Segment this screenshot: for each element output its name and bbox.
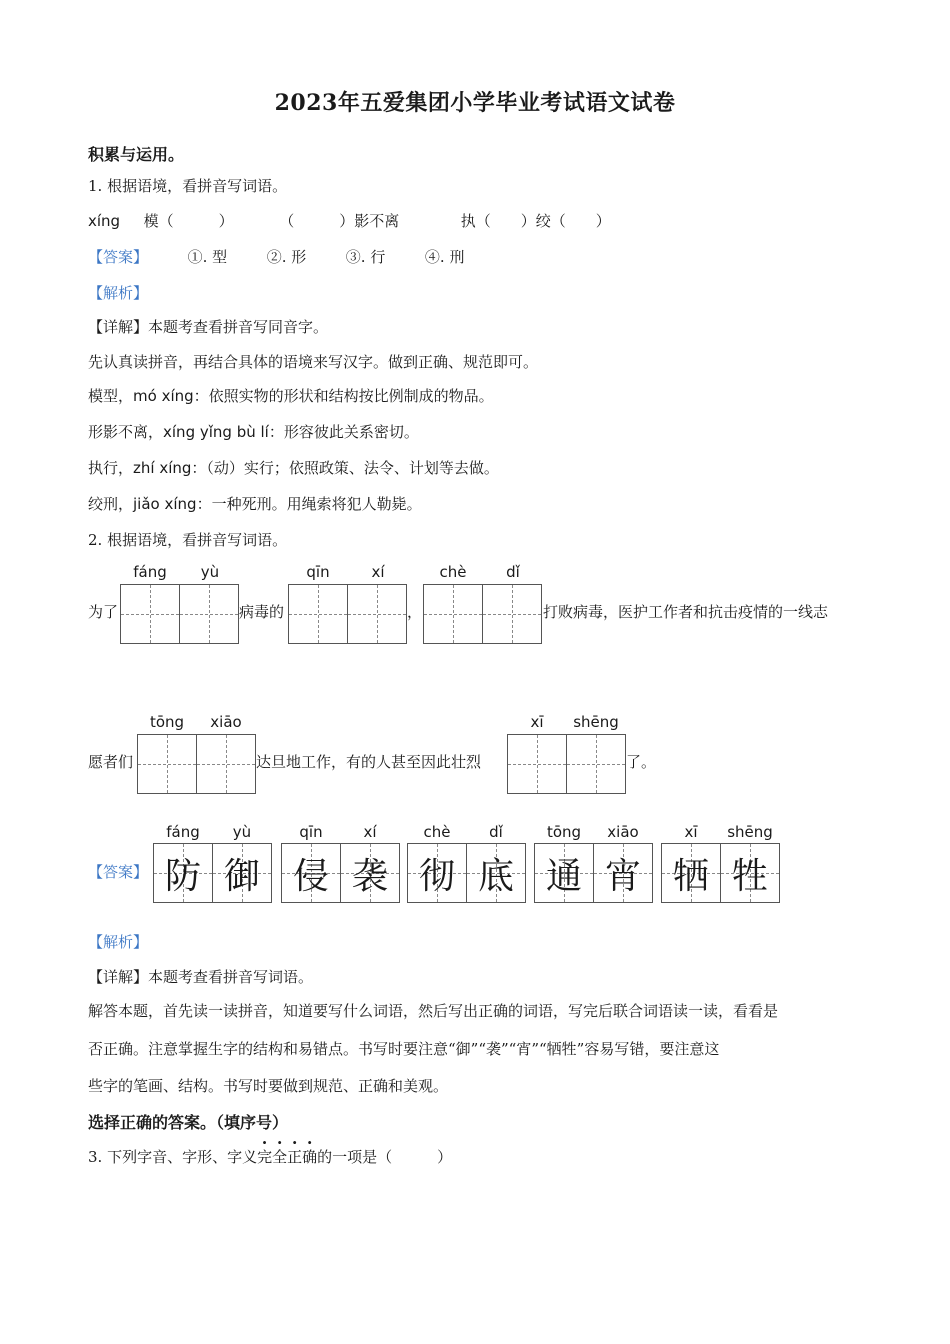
tianzige-box[interactable] (566, 734, 626, 794)
q1-answer-3: ③. 行 (345, 248, 386, 266)
tianzige-box[interactable] (120, 584, 180, 644)
pinyin-label: fáng (166, 823, 200, 841)
answer-char: 宵 (604, 855, 641, 897)
answer-char: 底 (477, 855, 514, 897)
q2-text-1: 为了 (88, 603, 119, 621)
analysis-label: 【解析】 (88, 284, 149, 302)
q2-stem: 2. 根据语境，看拼音写词语。 (88, 531, 288, 549)
pinyin-label: xí (371, 563, 385, 581)
answer-box (407, 843, 467, 903)
emphasis-char: 确 (302, 1148, 318, 1166)
answer-box (466, 843, 526, 903)
answer-char: 防 (164, 855, 201, 897)
pinyin-label: fáng (133, 563, 167, 581)
q1-answer-2: ②. 形 (266, 248, 307, 266)
q2-text-2: 病毒的 (239, 603, 285, 621)
emphasis-char: 全 (272, 1148, 288, 1166)
q2-paragraph-3: 些字的笔画、结构。书写时要做到规范、正确和美观。 (88, 1077, 449, 1095)
pinyin-label: qīn (299, 823, 323, 841)
answer-char: 袭 (351, 855, 388, 897)
tianzige-box[interactable] (507, 734, 567, 794)
answer-box (212, 843, 272, 903)
q1-detail: 【详解】本题考查看拼音写同音字。 (88, 318, 329, 336)
answer-box (661, 843, 721, 903)
pinyin-label: shēng (727, 823, 773, 841)
q1-answer-line (88, 247, 464, 267)
answer-box (281, 843, 341, 903)
answer-box (593, 843, 653, 903)
q2-text-3: ， (407, 603, 423, 621)
answer-box (153, 843, 213, 903)
q1-blank-1: 模（ ） (143, 212, 234, 230)
q1-explain-3: 执行，zhí xíng：（动）实行；依照政策、法令、计划等去做。 (88, 459, 499, 477)
answer-box (340, 843, 400, 903)
pinyin-label: tōng (546, 823, 582, 841)
pinyin-label: chè (423, 823, 451, 841)
q1-pinyin: xíng (88, 212, 121, 230)
answer-label: 【答案】 (88, 863, 149, 881)
q1-answer-4: ④. 刑 (424, 248, 465, 266)
answer-char: 通 (545, 855, 582, 897)
q2-detail: 【详解】本题考查看拼音写词语。 (88, 968, 314, 986)
pinyin-label: xiāo (607, 823, 639, 841)
tianzige-box[interactable] (179, 584, 239, 644)
q1-stem: 1. 根据语境，看拼音写词语。 (88, 177, 288, 195)
pinyin-label: dǐ (506, 563, 520, 581)
q1-prompt-line (88, 211, 611, 231)
answer-box (534, 843, 594, 903)
tianzige-box[interactable] (482, 584, 542, 644)
q1-explain-1: 模型，mó xíng：依照实物的形状和结构按比例制成的物品。 (88, 387, 494, 405)
answer-char: 侵 (292, 855, 329, 897)
answer-char: 牲 (731, 855, 768, 897)
section-heading-2: 选择正确的答案。（填序号） (88, 1113, 289, 1132)
emphasis-char: 完 (257, 1148, 273, 1166)
pinyin-label: qīn (306, 563, 330, 581)
q1-blank-3: 执（ ）绞（ ） (460, 212, 611, 230)
q2-paragraph-1: 解答本题，首先读一读拼音，知道要写什么词语，然后写出正确的词语，写完后联合词语读一读，看看是 (88, 1002, 779, 1020)
answer-char: 牺 (672, 855, 709, 897)
tianzige-box[interactable] (288, 584, 348, 644)
q2-text-7: 了。 (626, 753, 657, 771)
q1-paragraph: 先认真读拼音，再结合具体的语境来写汉字。做到正确、规范即可。 (88, 353, 539, 371)
q1-blank-2: （ ）影不离 (279, 212, 400, 230)
pinyin-label: shēng (573, 713, 619, 731)
q2-text-5: 愿者们 (88, 753, 134, 771)
pinyin-label: tōng (149, 713, 185, 731)
pinyin-label: dǐ (489, 823, 503, 841)
answer-label: 【答案】 (88, 248, 149, 266)
section-heading-1: 积累与运用。 (88, 145, 185, 164)
answer-char: 彻 (418, 855, 455, 897)
q1-explain-4: 绞刑，jiǎo xíng：一种死刑。用绳索将犯人勒毙。 (88, 495, 422, 513)
pinyin-label: xī (530, 713, 544, 731)
answer-box (720, 843, 780, 903)
emphasis-char: 正 (287, 1148, 303, 1166)
q2-text-6: 达旦地工作，有的人甚至因此壮烈 (256, 753, 482, 771)
tianzige-box[interactable] (196, 734, 256, 794)
tianzige-box[interactable] (347, 584, 407, 644)
pinyin-label: yù (200, 563, 220, 581)
pinyin-label: chè (439, 563, 467, 581)
q3-stem: 3. 下列字音、字形、字义完全正确的一项是（ ） (88, 1148, 453, 1166)
q1-answer-1: ①. 型 (187, 248, 228, 266)
pinyin-label: xí (363, 823, 377, 841)
pinyin-label: xiāo (210, 713, 242, 731)
q1-explain-2: 形影不离，xíng yǐng bù lí：形容彼此关系密切。 (88, 423, 419, 441)
tianzige-box[interactable] (423, 584, 483, 644)
pinyin-label: xī (684, 823, 698, 841)
analysis-label: 【解析】 (88, 933, 149, 951)
answer-char: 御 (223, 855, 260, 897)
tianzige-box[interactable] (137, 734, 197, 794)
q2-paragraph-2: 否正确。注意掌握生字的结构和易错点。书写时要注意“御”“袭”“宵”“牺牲”容易写错，要注意这 (88, 1040, 720, 1058)
pinyin-label: yù (232, 823, 252, 841)
q2-text-4: 打败病毒，医护工作者和抗击疫情的一线志 (543, 603, 829, 621)
page-title: 2023年五爱集团小学毕业考试语文试卷 (274, 90, 676, 116)
